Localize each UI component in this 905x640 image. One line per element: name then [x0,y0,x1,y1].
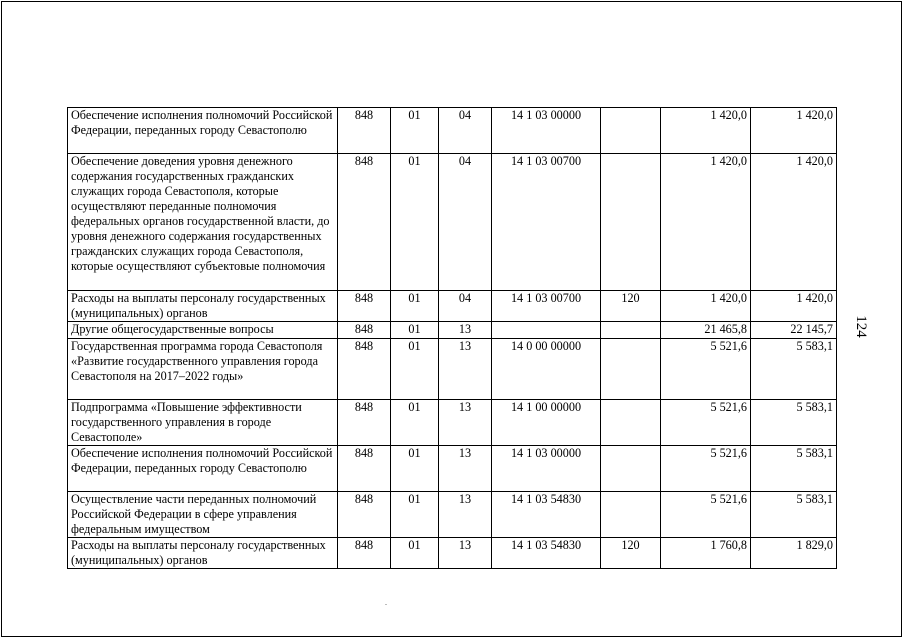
row-subsection-cell: 13 [439,538,492,569]
budget-table [67,107,837,569]
row-name-cell: Подпрограмма «Повышение эффективности государственного управления в городе Севастополе» [68,400,338,446]
row-amount-2-cell: 5 583,1 [751,446,837,492]
row-amount-1-cell: 1 760,8 [661,538,751,569]
row-target-article-cell: 14 0 00 00000 [492,339,601,400]
row-ministry-cell: 848 [338,154,391,291]
table-row [68,492,837,538]
row-ministry-cell: 848 [338,400,391,446]
row-section-cell: 01 [391,108,439,154]
row-section-cell: 01 [391,322,439,339]
row-section-cell: 01 [391,538,439,569]
row-name-cell: Обеспечение доведения уровня денежного содержания государственных гражданских служащих города Севастополя, которые осуществляют переданные полномочия федеральных органов государственной власти, до уровня денежного содержания государственных гражданских служащих города Севастополя, которые осуществляют субъектовые полномочия [68,154,338,291]
row-target-article-cell: 14 1 03 00700 [492,154,601,291]
row-target-article-cell: 14 1 03 00000 [492,108,601,154]
row-expense-type-cell [601,108,661,154]
row-target-article-cell: 14 1 03 00000 [492,446,601,492]
row-amount-2-cell: 1 829,0 [751,538,837,569]
row-expense-type-cell [601,154,661,291]
row-amount-2-cell: 5 583,1 [751,339,837,400]
table-row [68,108,837,154]
row-target-article-cell: 14 1 03 54830 [492,538,601,569]
row-section-cell: 01 [391,400,439,446]
row-expense-type-cell [601,322,661,339]
row-section-cell: 01 [391,291,439,322]
scan-artifact [385,604,387,605]
row-subsection-cell: 13 [439,492,492,538]
row-subsection-cell: 13 [439,322,492,339]
row-name-cell: Расходы на выплаты персоналу государственных (муниципальных) органов [68,538,338,569]
table-row [68,154,837,291]
row-ministry-cell: 848 [338,446,391,492]
row-section-cell: 01 [391,446,439,492]
row-amount-1-cell: 1 420,0 [661,154,751,291]
table-row [68,291,837,322]
row-amount-2-cell: 1 420,0 [751,108,837,154]
row-ministry-cell: 848 [338,538,391,569]
row-target-article-cell: 14 1 03 54830 [492,492,601,538]
row-name-cell: Государственная программа города Севастополя «Развитие государственного управления города Севастополя на 2017–2022 годы» [68,339,338,400]
row-amount-2-cell: 1 420,0 [751,291,837,322]
row-ministry-cell: 848 [338,108,391,154]
row-expense-type-cell [601,492,661,538]
budget-table-body [68,108,837,569]
row-section-cell: 01 [391,339,439,400]
row-name-cell: Обеспечение исполнения полномочий Российской Федерации, переданных городу Севастополю [68,108,338,154]
row-amount-1-cell: 1 420,0 [661,108,751,154]
row-amount-1-cell: 21 465,8 [661,322,751,339]
row-ministry-cell: 848 [338,339,391,400]
row-name-cell: Обеспечение исполнения полномочий Российской Федерации, переданных городу Севастополю [68,446,338,492]
row-section-cell: 01 [391,492,439,538]
row-section-cell: 01 [391,154,439,291]
row-subsection-cell: 04 [439,291,492,322]
row-amount-1-cell: 5 521,6 [661,339,751,400]
row-ministry-cell: 848 [338,291,391,322]
row-ministry-cell: 848 [338,322,391,339]
row-expense-type-cell [601,446,661,492]
row-ministry-cell: 848 [338,492,391,538]
table-row [68,446,837,492]
row-amount-2-cell: 22 145,7 [751,322,837,339]
row-name-cell: Расходы на выплаты персоналу государственных (муниципальных) органов [68,291,338,322]
row-amount-1-cell: 5 521,6 [661,400,751,446]
row-target-article-cell: 14 1 00 00000 [492,400,601,446]
row-name-cell: Осуществление части переданных полномочий Российской Федерации в сфере управления федеральным имуществом [68,492,338,538]
row-subsection-cell: 13 [439,400,492,446]
page-number: 124 [852,315,869,338]
row-subsection-cell: 13 [439,446,492,492]
row-target-article-cell: 14 1 03 00700 [492,291,601,322]
row-amount-1-cell: 5 521,6 [661,446,751,492]
row-target-article-cell [492,322,601,339]
table-row [68,339,837,400]
row-name-cell: Другие общегосударственные вопросы [68,322,338,339]
row-amount-2-cell: 5 583,1 [751,400,837,446]
row-subsection-cell: 13 [439,339,492,400]
row-expense-type-cell [601,400,661,446]
row-subsection-cell: 04 [439,108,492,154]
table-row [68,322,837,339]
row-amount-1-cell: 1 420,0 [661,291,751,322]
row-amount-2-cell: 1 420,0 [751,154,837,291]
row-amount-2-cell: 5 583,1 [751,492,837,538]
table-row [68,538,837,569]
row-amount-1-cell: 5 521,6 [661,492,751,538]
row-expense-type-cell: 120 [601,291,661,322]
row-expense-type-cell [601,339,661,400]
table-row [68,400,837,446]
row-subsection-cell: 04 [439,154,492,291]
row-expense-type-cell: 120 [601,538,661,569]
